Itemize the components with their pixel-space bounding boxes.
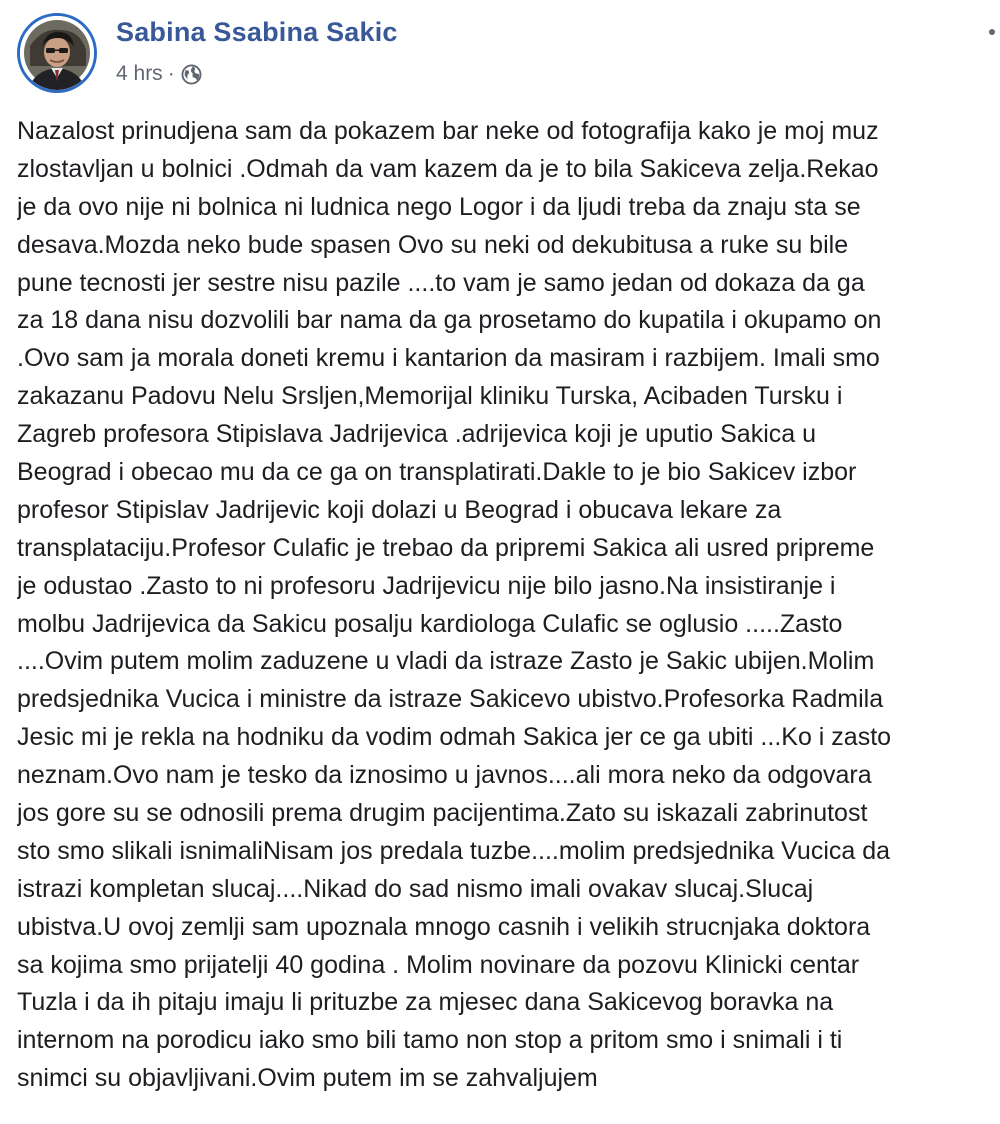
post-text-line: ....Ovim putem molim zaduzene u vladi da istraze Zasto je Sakic ubijen.Molim — [17, 647, 875, 676]
post-text-line: predsjednika Vucica i ministre da istraze Sakicevo ubistvo.Profesorka Radmila — [17, 685, 884, 714]
post-text-line: jos gore su se odnosili prema drugim pacijentima.Zato su iskazali zabrinutost — [17, 799, 868, 828]
post-text-line: Jesic mi je rekla na hodniku da vodim odmah Sakica jer ce ga ubiti ...Ko i zasto — [17, 723, 892, 752]
post-text-line: transplataciju.Profesor Culafic je trebao da pripremi Sakica ali usred pripreme — [17, 533, 875, 562]
author-name-link[interactable]: Sabina Ssabina Sakic — [116, 17, 398, 47]
post-text-line: Zagreb profesora Stipislava Jadrijevica .adrijevica koji je uputio Sakica u — [17, 420, 817, 449]
post-text-line: zakazanu Padovu Nelu Srsljen,Memorijal kliniku Turska, Acibaden Tursku i — [17, 382, 843, 411]
profile-photo-icon — [20, 16, 94, 90]
post-text-line: je odustao .Zasto to ni profesoru Jadrijevicu nije bilo jasno.Na insistiranje i — [17, 571, 836, 600]
post-text-line: profesor Stipislav Jadrijevic koji dolazi u Beograd i obucava lekare za — [17, 495, 782, 524]
globe-icon[interactable] — [181, 64, 202, 85]
post-text-line: sto smo slikali isnimaliNisam jos predala tuzbe....molim predsjednika Vucica da — [17, 836, 891, 865]
post-timestamp[interactable]: 4 hrs — [116, 62, 163, 85]
post-text-line: snimci su objavljivani.Ovim putem im se zahvaljujem — [17, 1064, 598, 1093]
post-text-line: sa kojima smo prijatelji 40 godina . Molim novinare da pozovu Klinicki centar — [17, 950, 860, 979]
post-meta — [116, 61, 202, 87]
post-text-line: molbu Jadrijevica da Sakicu posalju kardiologa Culafic se oglusio .....Zasto — [17, 609, 843, 638]
post-text-line: istrazi kompletan slucaj....Nikad do sad nismo imali ovakav slucaj.Slucaj — [17, 874, 814, 903]
more-options-icon[interactable] — [985, 26, 1000, 38]
post-text-line: je da ovo nije ni bolnica ni ludnica nego Logor i da ljudi treba da znaju sta se — [17, 192, 861, 221]
post-text-line: neznam.Ovo nam je tesko da iznosimo u javnos....ali mora neko da odgovara — [17, 761, 872, 790]
avatar[interactable] — [17, 13, 97, 93]
more-options-dot — [989, 29, 995, 35]
post-text-line: ubistva.U ovoj zemlji sam upoznala mnogo casnih i velikih strucnjaka doktora — [17, 912, 871, 941]
post-text-line: internom na porodicu iako smo bili tamo non stop a pritom smo i snimali i ti — [17, 1026, 843, 1055]
post-text-line: Tuzla i da ih pitaju imaju li prituzbe za mjesec dana Sakicevog boravka na — [17, 988, 834, 1017]
post-text-line: Beograd i obecao mu da ce ga on transplatirati.Dakle to je bio Sakicev izbor — [17, 458, 857, 487]
post-text-line: pune tecnosti jer sestre nisu pazile ....to vam je samo jedan od dokaza da ga — [17, 268, 865, 297]
post-header — [0, 0, 1000, 100]
post-text-line: zlostavljan u bolnici .Odmah da vam kazem da je to bila Sakiceva zelja.Rekao — [17, 154, 879, 183]
post-text — [17, 113, 1000, 1098]
meta-separator: · — [167, 62, 175, 85]
post-text-line: desava.Mozda neko bude spasen Ovo su neki od dekubitusa a ruke su bile — [17, 230, 849, 259]
post-text-line: za 18 dana nisu dozvolili bar nama da ga prosetamo do kupatila i okupamo on — [17, 306, 882, 335]
post-text-line: Nazalost prinudjena sam da pokazem bar neke od fotografija kako je moj muz — [17, 117, 879, 145]
post-text-line: .Ovo sam ja morala doneti kremu i kantarion da masiram i razbijem. Imali smo — [17, 344, 880, 373]
